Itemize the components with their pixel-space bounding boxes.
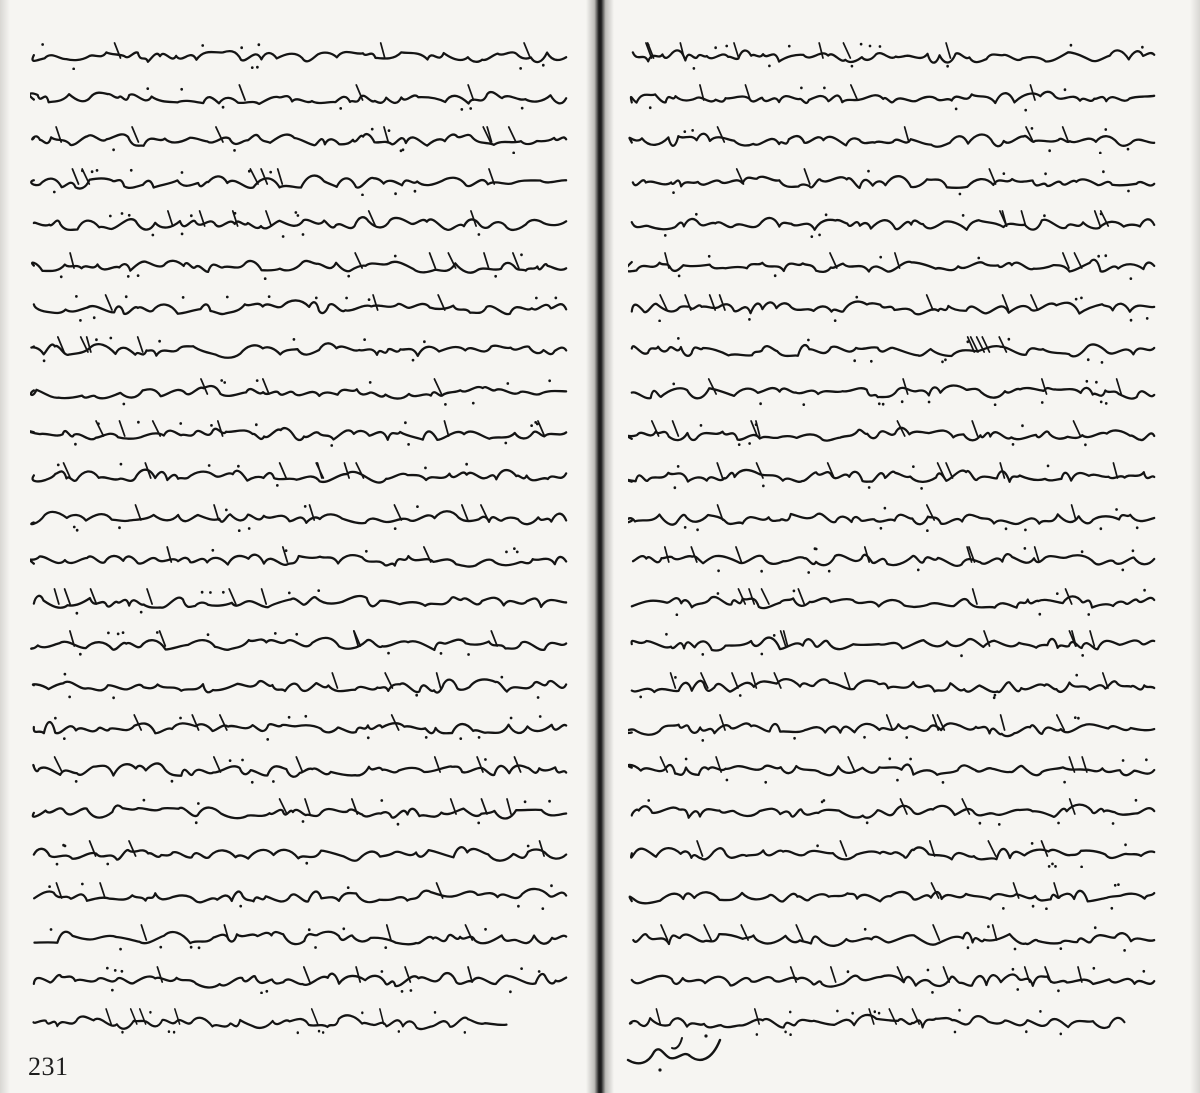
right-text-line [628, 748, 1160, 790]
left-text-line [30, 496, 576, 538]
right-text-line [628, 664, 1160, 706]
right-text-line [628, 244, 1160, 286]
left-text-line [30, 370, 576, 412]
left-text-line [30, 832, 576, 874]
left-text-line [30, 454, 576, 496]
left-text-line [30, 328, 576, 370]
right-text-line [628, 916, 1160, 958]
left-text-line [30, 118, 576, 160]
left-text-line [30, 160, 576, 202]
left-text-line [30, 706, 576, 748]
left-text-line [30, 664, 576, 706]
left-text-line [30, 76, 576, 118]
right-text-line [628, 76, 1160, 118]
right-text-line [628, 496, 1160, 538]
right-text-line [628, 202, 1160, 244]
right-text-line [628, 580, 1160, 622]
left-text-line [30, 244, 576, 286]
right-text-line [628, 286, 1160, 328]
left-text-line [30, 202, 576, 244]
right-page-text-lines [628, 34, 1160, 1042]
right-text-line [628, 622, 1160, 664]
catchword-handwriting [620, 1030, 730, 1074]
right-text-line [628, 958, 1160, 1000]
left-text-line [30, 790, 576, 832]
right-text-line [628, 34, 1160, 76]
right-text-line [628, 118, 1160, 160]
left-text-line [30, 1000, 576, 1042]
left-text-line [30, 580, 576, 622]
right-text-line [628, 790, 1160, 832]
left-text-line [30, 286, 576, 328]
right-text-line [628, 706, 1160, 748]
right-text-line [628, 412, 1160, 454]
right-text-line [628, 874, 1160, 916]
left-page [0, 0, 598, 1093]
right-text-line [628, 538, 1160, 580]
left-text-line [30, 748, 576, 790]
left-page-text-lines [30, 34, 576, 1042]
right-text-line [628, 370, 1160, 412]
right-page [602, 0, 1200, 1093]
left-text-line [30, 958, 576, 1000]
right-text-line [628, 454, 1160, 496]
left-text-line [30, 34, 576, 76]
right-text-line [628, 832, 1160, 874]
right-text-line [628, 328, 1160, 370]
left-text-line [30, 622, 576, 664]
left-text-line [30, 916, 576, 958]
left-text-line [30, 874, 576, 916]
page-number: 231 [28, 1052, 69, 1081]
left-text-line [30, 412, 576, 454]
right-text-line [628, 160, 1160, 202]
book-gutter [586, 0, 614, 1093]
left-text-line [30, 538, 576, 580]
